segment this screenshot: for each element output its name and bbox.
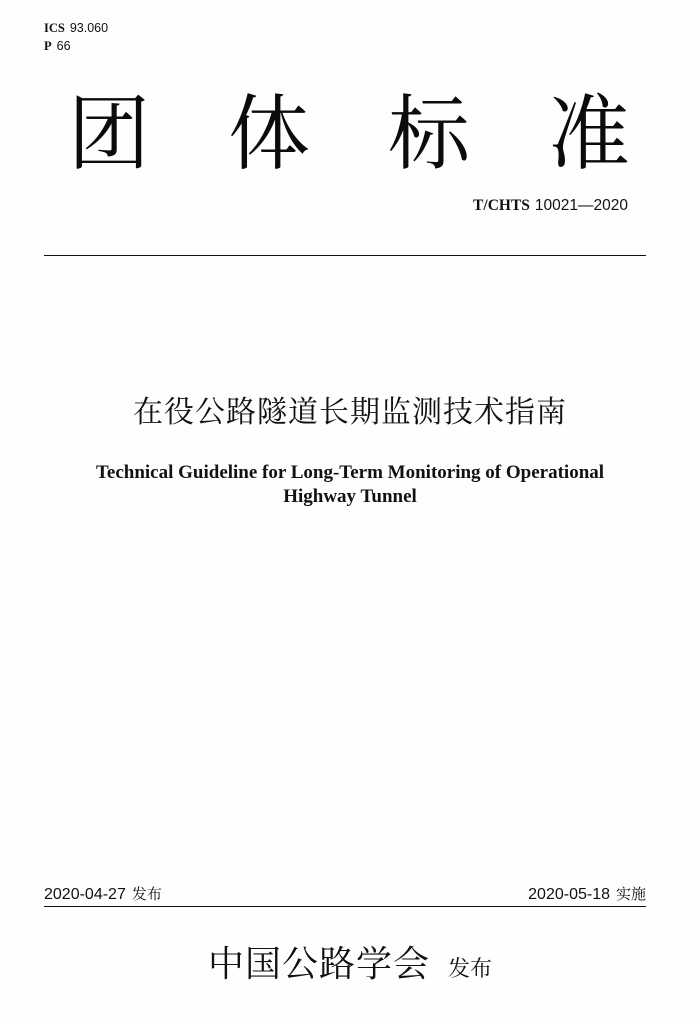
ics-label: ICS [44,21,65,35]
document-title-cn: 在役公路隧道长期监测技术指南 [133,395,567,430]
ccs-label: P [44,39,52,53]
document-title-en-line1: Technical Guideline for Long-Term Monitoring of Operational [95,462,605,483]
title-char-4: 准 [547,87,630,182]
footer-divider [44,906,646,907]
document-title-en-line2: Highway Tunnel [283,486,417,507]
standard-number [473,196,628,215]
document-title-en [40,461,660,509]
standard-prefix: T/CHTS [473,197,530,214]
publisher-word: 发布 [448,957,493,982]
issue-date-word: 发布 [131,885,162,903]
title-char-1: 团 [67,87,150,182]
classification-codes [44,19,108,55]
title-char-3: 标 [387,87,470,182]
standard-type-title [64,87,634,182]
title-char-2: 体 [227,87,310,182]
publisher-name: 中国公路学会 [207,944,430,985]
ics-value: 93.060 [69,21,109,35]
ccs-code [44,37,108,55]
implement-date-word: 实施 [615,885,646,903]
issue-date [44,883,162,904]
ics-code [44,19,108,37]
header-divider [44,255,646,256]
standard-code: 10021—2020 [534,197,628,214]
ccs-value: 66 [56,39,71,53]
implement-date-value: 2020-05-18 [528,886,610,903]
publisher [0,936,700,987]
issue-date-value: 2020-04-27 [44,886,126,903]
implement-date [528,883,646,904]
